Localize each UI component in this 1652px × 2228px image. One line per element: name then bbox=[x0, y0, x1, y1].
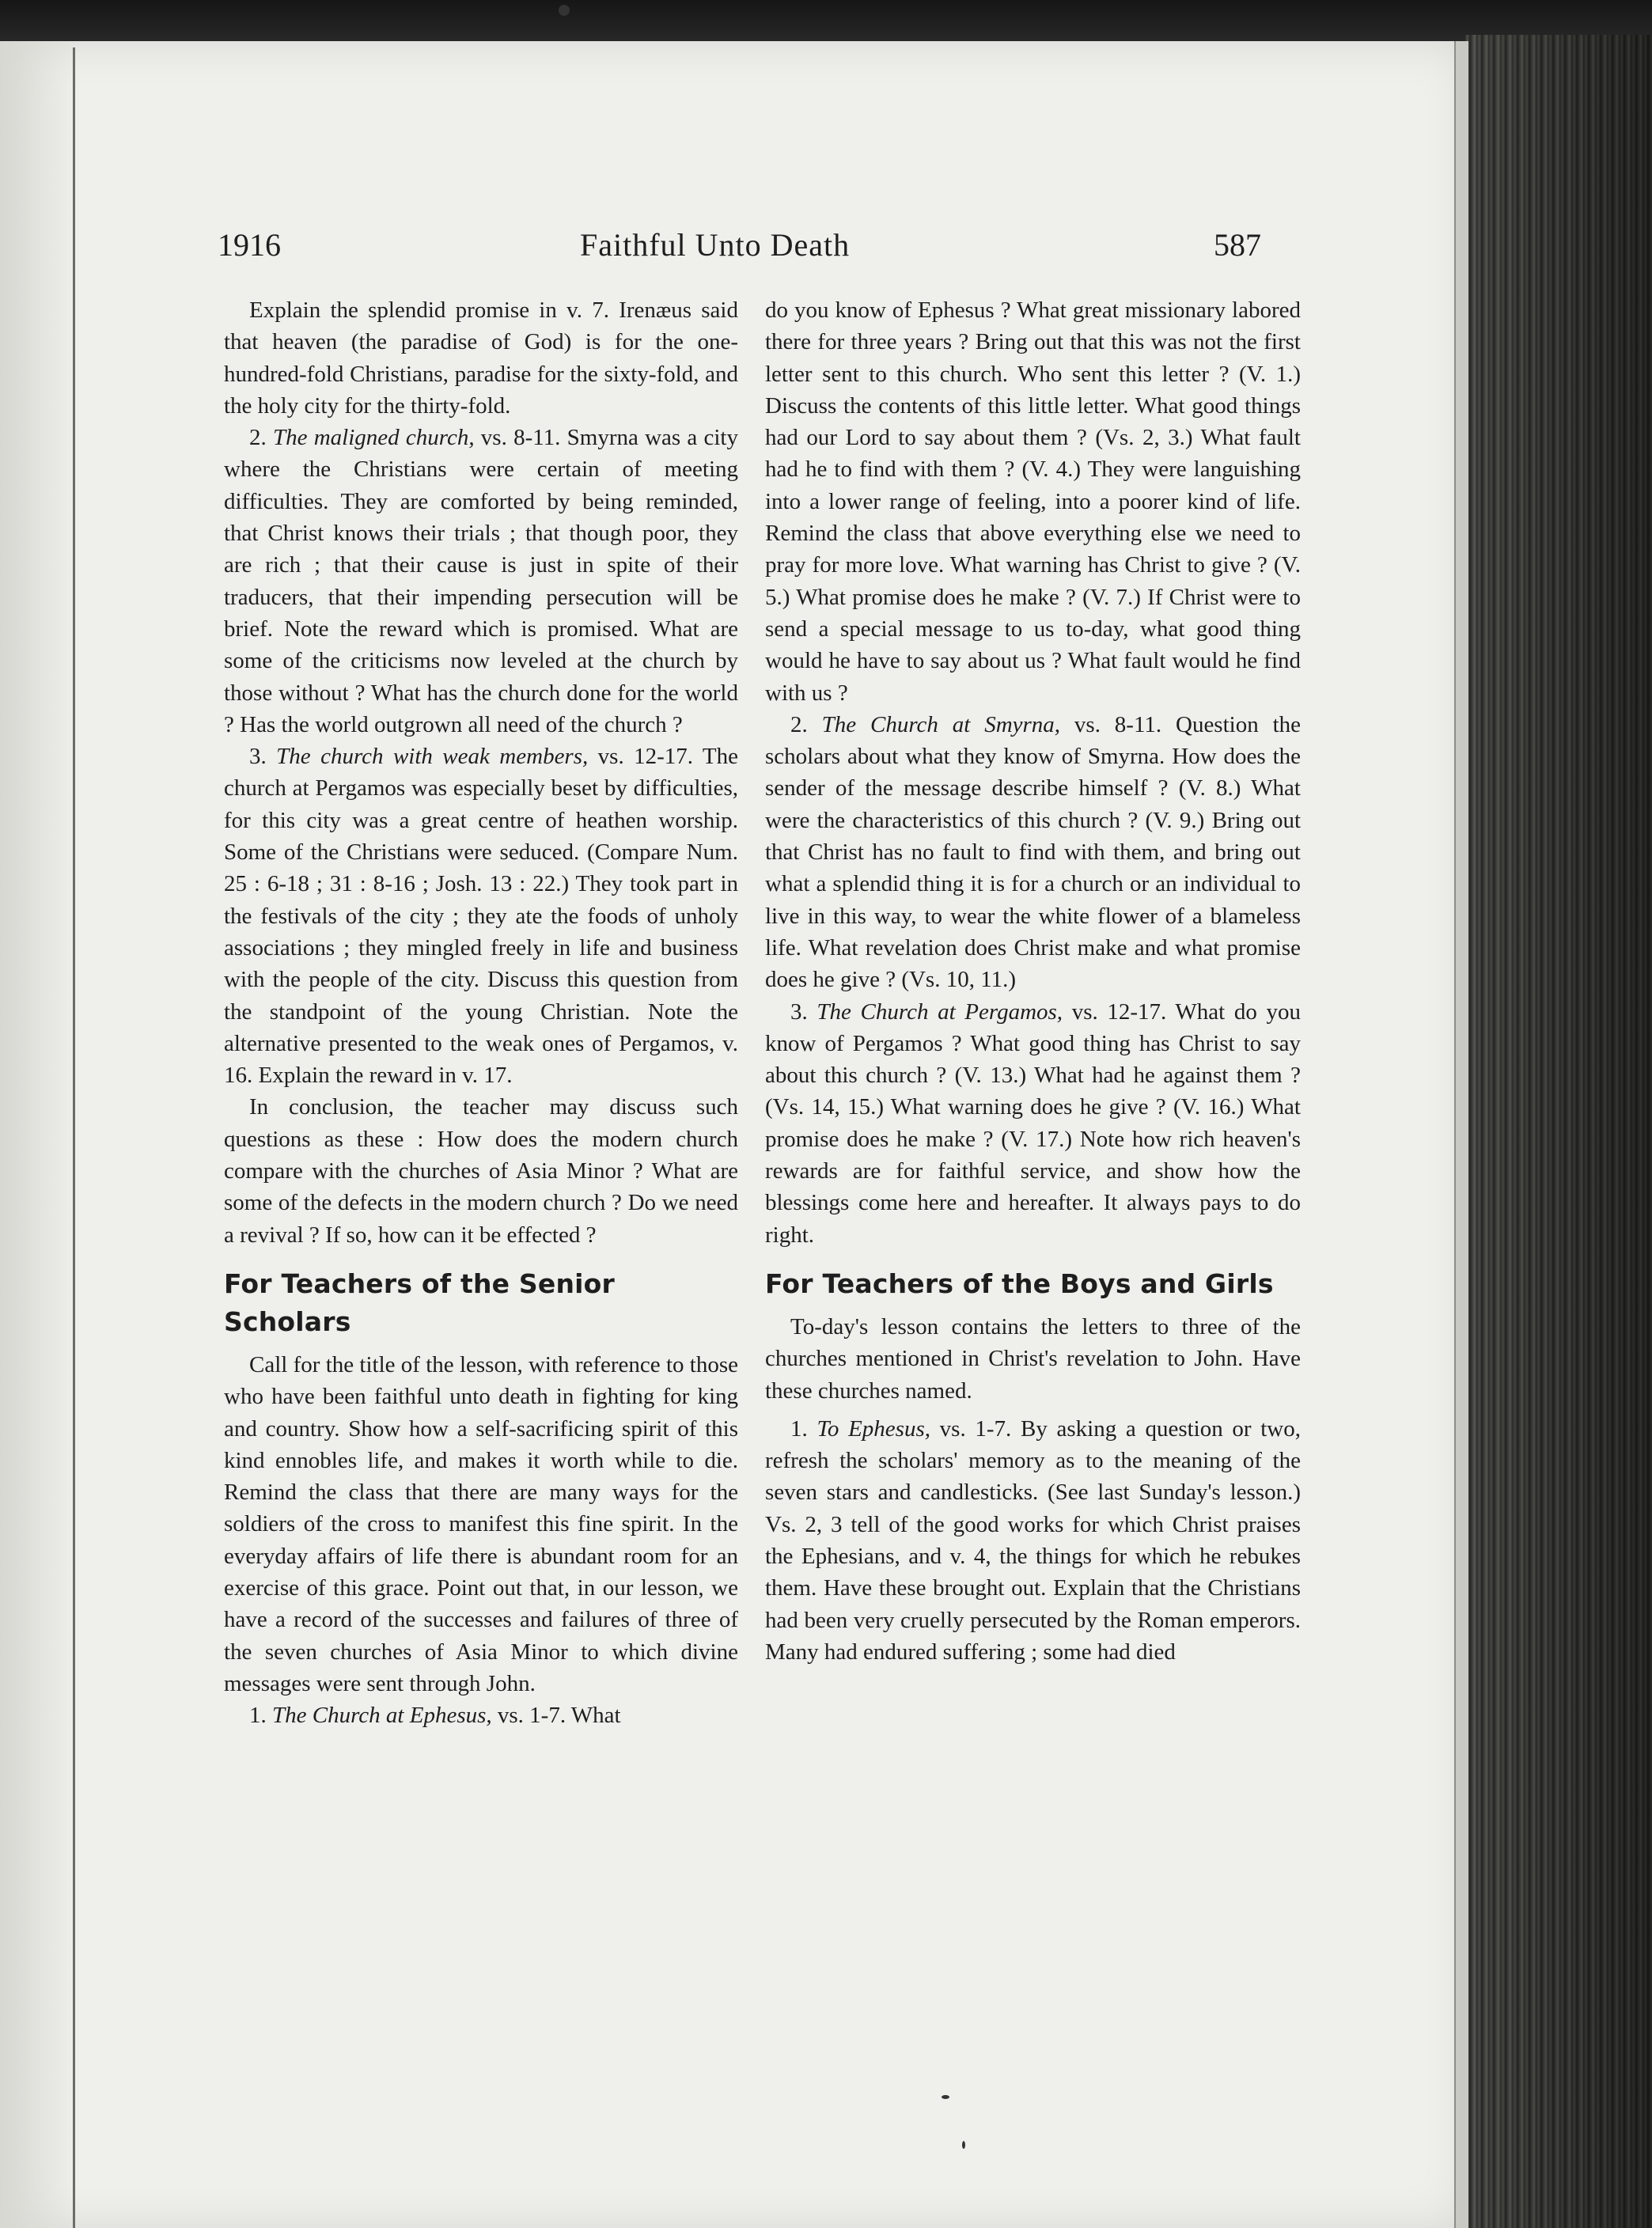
item-text: vs. 12-17. The church at Pergamos was especially beset by difficulties, for this city was a great centre of heathen worship. Some of the Christians were seduced. (Compare Num. 25 : 6-18 ; 31 : 8-16 ; Josh. 13 : 22.) They took part in the festivals of the city ; they ate the foods of unholy associations ; they mingled freely in life and business with the people of the city. Discuss this question from the standpoint of the young Christian. Note the alternative presented to the weak ones of Pergamos, v. 16. Explain the reward in v. 17. bbox=[224, 744, 739, 1089]
book-fore-edge-shade bbox=[1465, 35, 1652, 2228]
section-heading-senior: For Teachers of the Senior Scholars bbox=[224, 1267, 616, 1337]
page-gutter-line bbox=[73, 47, 75, 2228]
item-title: The church with weak members, bbox=[276, 744, 589, 770]
paragraph bbox=[224, 1699, 738, 1731]
item-number: 2. bbox=[790, 711, 808, 737]
right-column bbox=[765, 294, 1301, 1668]
paragraph bbox=[765, 709, 1301, 996]
item-number: 1. bbox=[790, 1415, 808, 1442]
item-title: The maligned church, bbox=[272, 425, 475, 451]
paragraph bbox=[765, 996, 1301, 1251]
item-text: vs. 1-7. By asking a question or two, refresh the scholars' memory as to the meaning of the seven stars and candlesticks. (See last Sunday's lesson.) Vs. 2, 3 tell of the good works for which Christ praises the Ephesians, and v. 4, the things for which he rebukes them. Have these brought out. Explain that the Christians had been very cruelly persecuted by the Roman emperors. Many had endured suffering ; some had died bbox=[765, 1415, 1302, 1665]
item-number: 3. bbox=[249, 744, 267, 770]
page-number: 587 bbox=[1214, 227, 1261, 263]
item-title: The Church at Smyrna, bbox=[821, 711, 1061, 737]
scan-top-border bbox=[0, 0, 1652, 47]
item-title: The Church at Ephesus, bbox=[272, 1703, 492, 1729]
item-title: The Church at Pergamos, bbox=[817, 998, 1063, 1025]
paragraph: do you know of Ephesus ? What great missionary labored there for three years ? Bring out that this was not the first letter sent to this church. Who sent this letter ? (V. 1.) Discuss the contents of this little letter. What good things had our Lord to say about them ? (Vs. 2, 3.) What fault had he to find with them ? (V. 4.) They were languishing into a lower range of feeling, into a poorer kind of life. Remind the class that above everything else we need to pray for more love. What warning has Christ to give ? (V. 5.) What promise does he make ? (V. 7.) If Christ were to send a special message to us to-day, what good thing would he have to say about us ? What fault would he find with us ? bbox=[765, 297, 1301, 706]
scan-speck bbox=[559, 5, 570, 16]
page-right-edge bbox=[1454, 41, 1468, 2228]
item-text: vs. 8-11. Question the scholars about what they know of Smyrna. How does the sender of the message describe himself ? (V. 8.) What were the characteristics of this church ? (V. 9.) Bring out that Christ has no fault to find with them, and bring out what a splendid thing it is for a church or an individual to live in this way, to wear the white flower of a blameless life. What revelation does Christ make and what promise does he give ? (Vs. 10, 11.) bbox=[765, 711, 1302, 993]
left-column bbox=[224, 294, 738, 1731]
item-number: 2. bbox=[249, 425, 267, 451]
item-number: 1. bbox=[249, 1703, 267, 1729]
running-head-title: Faithful Unto Death bbox=[580, 227, 851, 263]
paragraph bbox=[224, 741, 738, 1091]
paragraph: To-day's lesson contains the letters to three of the churches mentioned in Christ's revelation to John. Have these churches named. bbox=[765, 1313, 1301, 1404]
scan-speck bbox=[942, 2095, 949, 2099]
paragraph: In conclusion, the teacher may discuss such questions as these : How does the modern church compare with the churches of Asia Minor ? What are some of the defects in the modern church ? Do we need a revival ? If so, how can it be effected ? bbox=[224, 1094, 738, 1248]
page-left-shadow bbox=[0, 41, 79, 2228]
item-number: 3. bbox=[790, 998, 808, 1025]
section-heading-boys-girls: For Teachers of the Boys and Girls bbox=[765, 1267, 1274, 1299]
paragraph: Call for the title of the lesson, with reference to those who have been faithful unto death in fighting for king and country. Show how a self-sacrificing spirit of this kind ennobles life, and makes it worth while to die. Remind the class that there are many ways for the soldiers of the cross to manifest this fine spirit. In the everyday affairs of life there is abundant room for an exercise of this grace. Point out that, in our lesson, we have a record of the successes and failures of three of the seven churches of Asia Minor to which divine messages were sent through John. bbox=[224, 1351, 738, 1696]
running-head-year: 1916 bbox=[218, 227, 281, 263]
paragraph bbox=[765, 1413, 1301, 1668]
item-text: vs. 12-17. What do you know of Pergamos ? What good thing has Christ to say about this church ? (V. 13.) What had he against them ? (Vs. 14, 15.) What warning does he give ? (V. 16.) What promise does he make ? (V. 17.) Note how rich heaven's rewards are for faithful service, and show how the blessings come here and hereafter. It always pays to do right. bbox=[765, 998, 1301, 1248]
item-text: vs. 1-7. What bbox=[491, 1703, 621, 1729]
scan-speck bbox=[962, 2141, 965, 2149]
item-title: To Ephesus, bbox=[817, 1415, 930, 1442]
item-text: vs. 8-11. Smyrna was a city where the Christians were certain of meeting difficulties. They are comforted by being reminded, that Christ knows their trials ; that though poor, they are rich ; that their cause is just in spite of their traducers, that their impending persecution will be brief. Note the reward which is promised. What are some of the criticisms now leveled at the church by those without ? What has the church done for the world ? Has the world outgrown all need of the church ? bbox=[224, 425, 738, 737]
paragraph bbox=[224, 422, 738, 741]
paragraph: Explain the splendid promise in v. 7. Irenæus said that heaven (the paradise of God) is for the one-hundred-fold Christians, paradise for the sixty-fold, and the holy city for the thirty-fold. bbox=[224, 297, 738, 419]
